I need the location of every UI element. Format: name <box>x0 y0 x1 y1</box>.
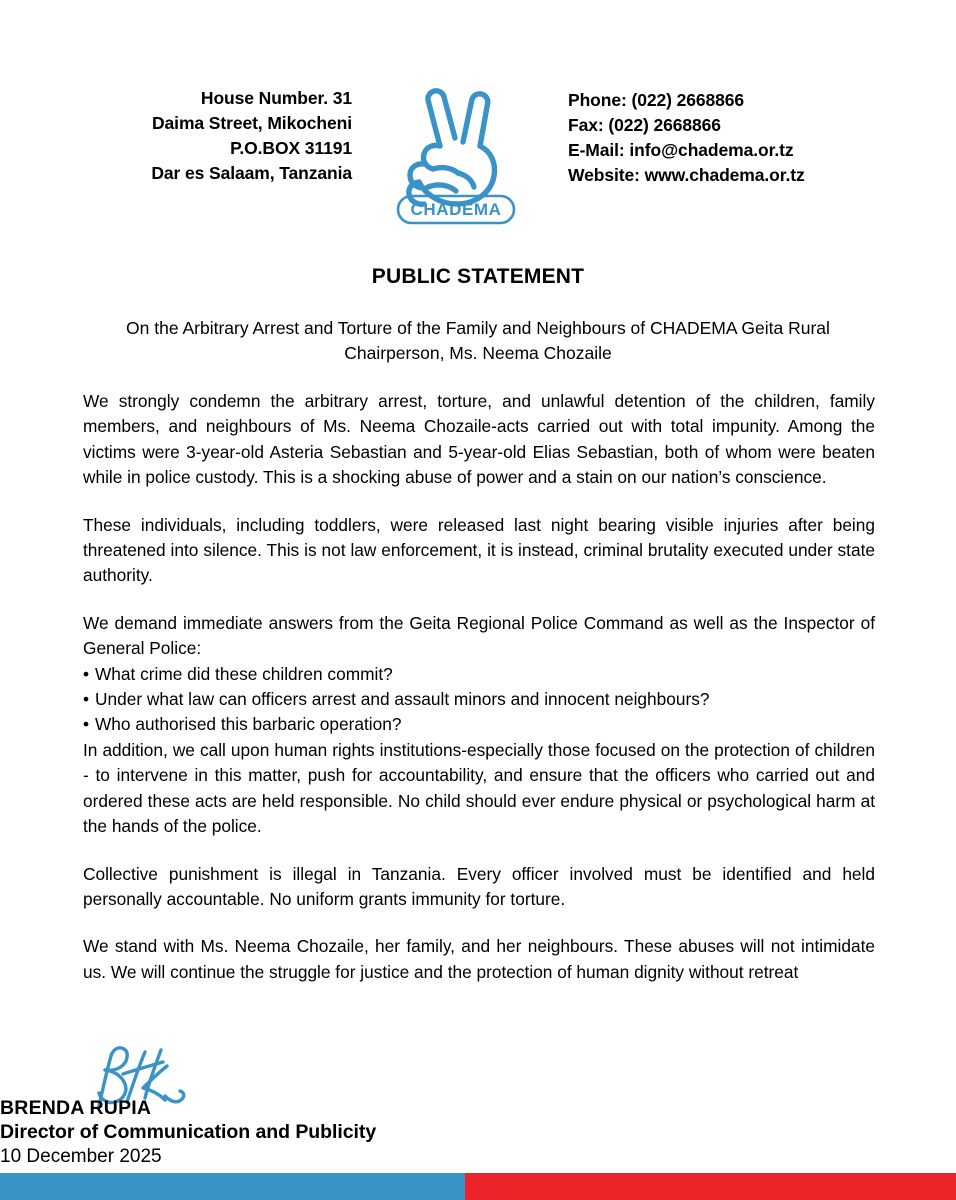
contact-line-website: Website: www.chadema.or.tz <box>568 164 805 185</box>
demands-list <box>83 662 875 738</box>
signatory-name: BRENDA RUPIA <box>0 1097 152 1119</box>
contact-line-fax: Fax: (022) 2668866 <box>568 114 721 135</box>
address-line: P.O.BOX 31191 <box>230 137 352 158</box>
list-item: • Under what law can officers arrest and assault minors and innocent neighbours? <box>83 687 875 712</box>
page-subtitle: On the Arbitrary Arrest and Torture of the Family and Neighbours of CHADEMA Geita Rural Chairperson, Ms. Neema Chozaile <box>126 318 830 364</box>
footer-bar-blue <box>0 1173 465 1200</box>
address-line: House Number. 31 <box>200 88 352 108</box>
address-line: Dar es Salaam, Tanzania <box>151 162 352 183</box>
list-item: • Who authorised this barbaric operation? <box>83 712 875 737</box>
body-paragraph: We demand immediate answers from the Geita Regional Police Command as well as the Inspector of General Police: <box>83 612 875 659</box>
body-paragraph: We strongly condemn the arbitrary arrest, torture, and unlawful detention of the children, family members, and neighbours of Ms. Neema Chozaile-acts carried out with total impunity. Among the victims were 3-year-old Asteria Sebastian and 5-year-old Elias Sebastian, both of whom were beaten while in police custody. This is a shocking abuse of power and a stain on our nation’s conscience. <box>83 391 875 488</box>
organisation-address <box>96 86 352 185</box>
signatory-role: Director of Communication and Publicity <box>0 1121 377 1143</box>
letterhead <box>0 0 956 236</box>
chadema-logo <box>362 42 550 228</box>
statement-body <box>83 389 875 1007</box>
body-paragraph: These individuals, including toddlers, were released last night bearing visible injuries after being threatened into silence. This is not law enforcement, it is instead, criminal brutality executed under state authority. <box>83 514 875 586</box>
contact-line-email: E-Mail: info@chadema.or.tz <box>568 139 794 160</box>
body-paragraph: We stand with Ms. Neema Chozaile, her family, and her neighbours. These abuses will not intimidate us. We will continue the struggle for justice and the protection of human dignity without retreat <box>83 936 875 982</box>
contact-line-phone: Phone: (022) 2668866 <box>568 90 745 110</box>
organisation-contacts <box>568 88 888 187</box>
list-item: • What crime did these children commit? <box>83 662 875 687</box>
body-paragraph: Collective punishment is illegal in Tanzania. Every officer involved must be identified and held personally accountable. No uniform grants immunity for torture. <box>83 863 875 909</box>
page-title: PUBLIC STATEMENT <box>371 265 585 288</box>
body-paragraph: In addition, we call upon human rights institutions-especially those focused on the protection of children - to intervene in this matter, push for accountability, and ensure that the officers who carried out and ordered these acts are held responsible. No child should ever endure physical or psychological harm at the hands of the police. <box>83 739 875 837</box>
chadema-logo-icon <box>362 42 550 228</box>
logo-badge-text: CHADEMA <box>410 200 502 219</box>
address-line: Daima Street, Mikocheni <box>152 112 352 133</box>
footer-color-bar <box>0 1173 956 1200</box>
footer-bar-red <box>465 1173 956 1200</box>
signature-date: 10 December 2025 <box>0 1146 162 1167</box>
victory-hand-icon <box>409 91 495 204</box>
logo-badge <box>398 196 514 223</box>
